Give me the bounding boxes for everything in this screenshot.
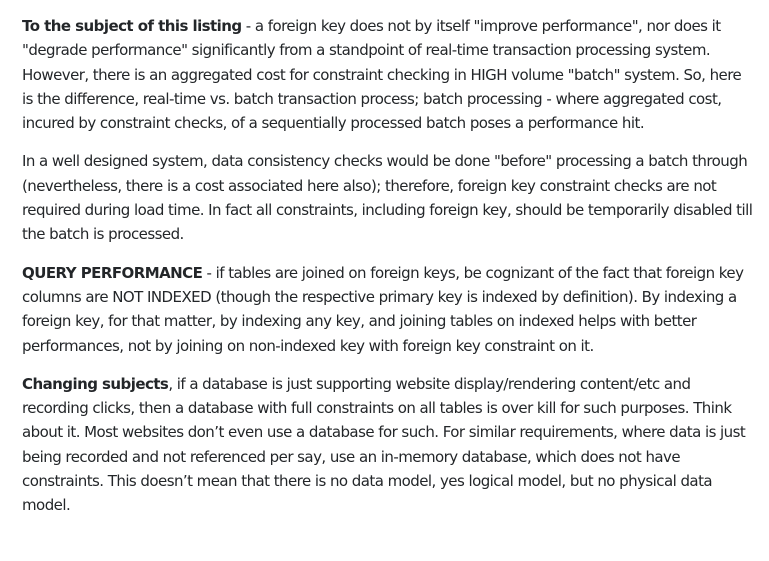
paragraph-subject-of-listing bbox=[22, 14, 755, 135]
paragraph-lead: Changing subjects bbox=[22, 374, 169, 393]
paragraph-data-consistency bbox=[22, 149, 755, 246]
paragraph-text: In a well designed system, data consistency checks would be done "before" processing a batch through (nevertheless, there is a cost associated here also); therefore, foreign key constraint checks are not required during load time. In fact all constraints, including foreign key, should be temporarily disabled till the batch is processed. bbox=[22, 152, 753, 244]
paragraph-lead: QUERY PERFORMANCE bbox=[22, 263, 203, 282]
paragraph-lead: To the subject of this listing bbox=[22, 17, 242, 35]
paragraph-text: - a foreign key does not by itself "improve performance", nor does it "degrade performance" significantly from a standpoint of real-time transaction processing system. However, there is an aggregated cost for constraint checking in HIGH volume "batch" system. So, here is the difference, real-time vs. batch transaction process; batch processing - where aggregated cost, incured by constraint checks, of a sequentially processed batch poses a performance hit. bbox=[22, 17, 742, 133]
paragraph-text: , if a database is just supporting website display/rendering content/etc and recording clicks, then a database with full constraints on all tables is over kill for such purposes. Think about it. Most websites don’t even use a database for such. For similar requirements, where data is just being recorded and not referenced per say, use an in-memory database, which does not have constraints. This doesn’t mean that there is no data model, yes logical model, but no physical data model. bbox=[22, 374, 746, 515]
paragraph-text: - if tables are joined on foreign keys, be cognizant of the fact that foreign key columns are NOT INDEXED (though the respective primary key is indexed by definition). By indexing a foreign key, for that matter, by indexing any key, and joining tables on indexed helps with better performances, not by joining on non-indexed key with foreign key constraint on it. bbox=[22, 263, 744, 355]
paragraph-changing-subjects bbox=[22, 372, 755, 518]
paragraph-query-performance bbox=[22, 261, 755, 358]
